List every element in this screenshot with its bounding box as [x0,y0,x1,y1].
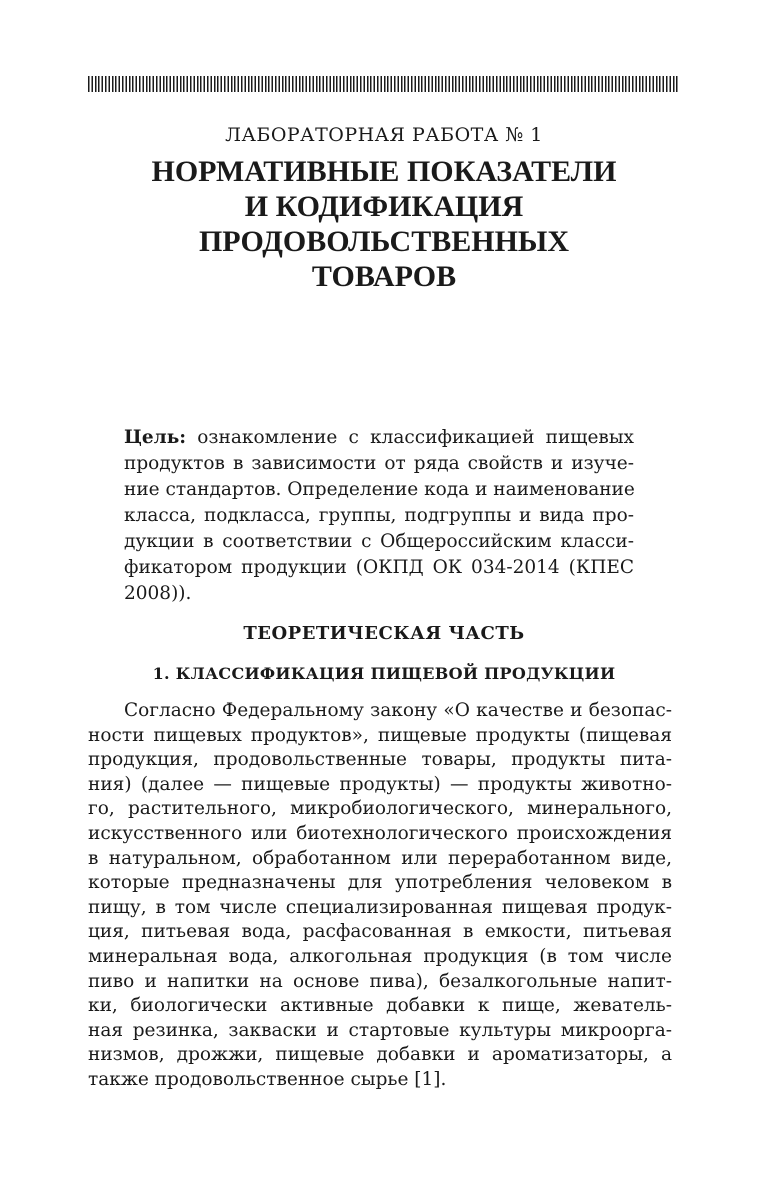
goal-line: класса, подкласса, группы, подгруппы и вида про- [124,505,634,526]
title-line: НОРМАТИВНЫЕ ПОКАЗАТЕЛИ [151,155,617,188]
paragraph-line: ная резинка, закваски и стартовые культуры микроорга- [88,1019,672,1041]
paragraph-line: ности пищевых продуктов», пищевые продукты (пищевая [88,724,672,746]
paragraph-line: низмов, дрожжи, пищевые добавки и ароматизаторы, а [88,1044,672,1066]
goal-line: продуктов в зависимости от ряда свойств и изуче- [124,453,634,474]
goal-line: ние стандартов. Определение кода и наименование [124,479,635,500]
goal-line [124,425,634,451]
title-line: И КОДИФИКАЦИЯ [244,190,524,223]
lab-work-label: ЛАБОРАТОРНАЯ РАБОТА № 1 [225,124,543,146]
paragraph-line: го, растительного, микробиологического, минерального, [88,798,672,820]
paragraph-line: продукция, продовольственные товары, продукты пита- [88,749,672,771]
goal-line-text: ознакомление с классификацией пищевых [186,427,634,448]
paragraph-line: также продовольственное сырье [1]. [88,1068,447,1090]
goal-line: 2008)). [124,583,192,604]
paragraph-line: ния) (далее — пищевые продукты) — продукты животно- [88,773,672,795]
paragraph-line: которые предназначены для употребления человеком в [88,872,672,894]
title-line: ТОВАРОВ [311,260,457,293]
goal-line: фикатором продукции (ОКПД ОК 034-2014 (КПЕС [124,557,634,578]
page-title [0,154,768,294]
paragraph-line: ки, биологически активные добавки к пище, жеватель- [88,995,672,1017]
paragraph-line: пиво и напитки на основе пива), безалкогольные напит- [88,970,672,992]
header-decorative-rule [88,76,679,92]
goal-block [124,425,634,607]
goal-label: Цель: [124,427,187,448]
body-paragraph [88,699,672,1093]
subsection-heading: 1. КЛАССИФИКАЦИЯ ПИЩЕВОЙ ПРОДУКЦИИ [152,664,616,683]
title-line: ПРОДОВОЛЬСТВЕННЫХ [198,225,570,258]
goal-line: дукции в соответствии с Общероссийским класси- [124,531,634,552]
section-heading: ТЕОРЕТИЧЕСКАЯ ЧАСТЬ [243,623,525,644]
paragraph-line: ция, питьевая вода, расфасованная в емкости, питьевая [88,921,672,943]
paragraph-line: искусственного или биотехнологического происхождения [88,822,672,844]
paragraph-line: в натуральном, обработанном или переработанном виде, [88,847,672,869]
paragraph-line: пищу, в том числе специализированная пищевая продук- [88,896,672,918]
paragraph-line: минеральная вода, алкогольная продукция (в том числе [88,945,672,967]
paragraph-line: Согласно Федеральному закону «О качестве и безопас- [124,700,672,721]
